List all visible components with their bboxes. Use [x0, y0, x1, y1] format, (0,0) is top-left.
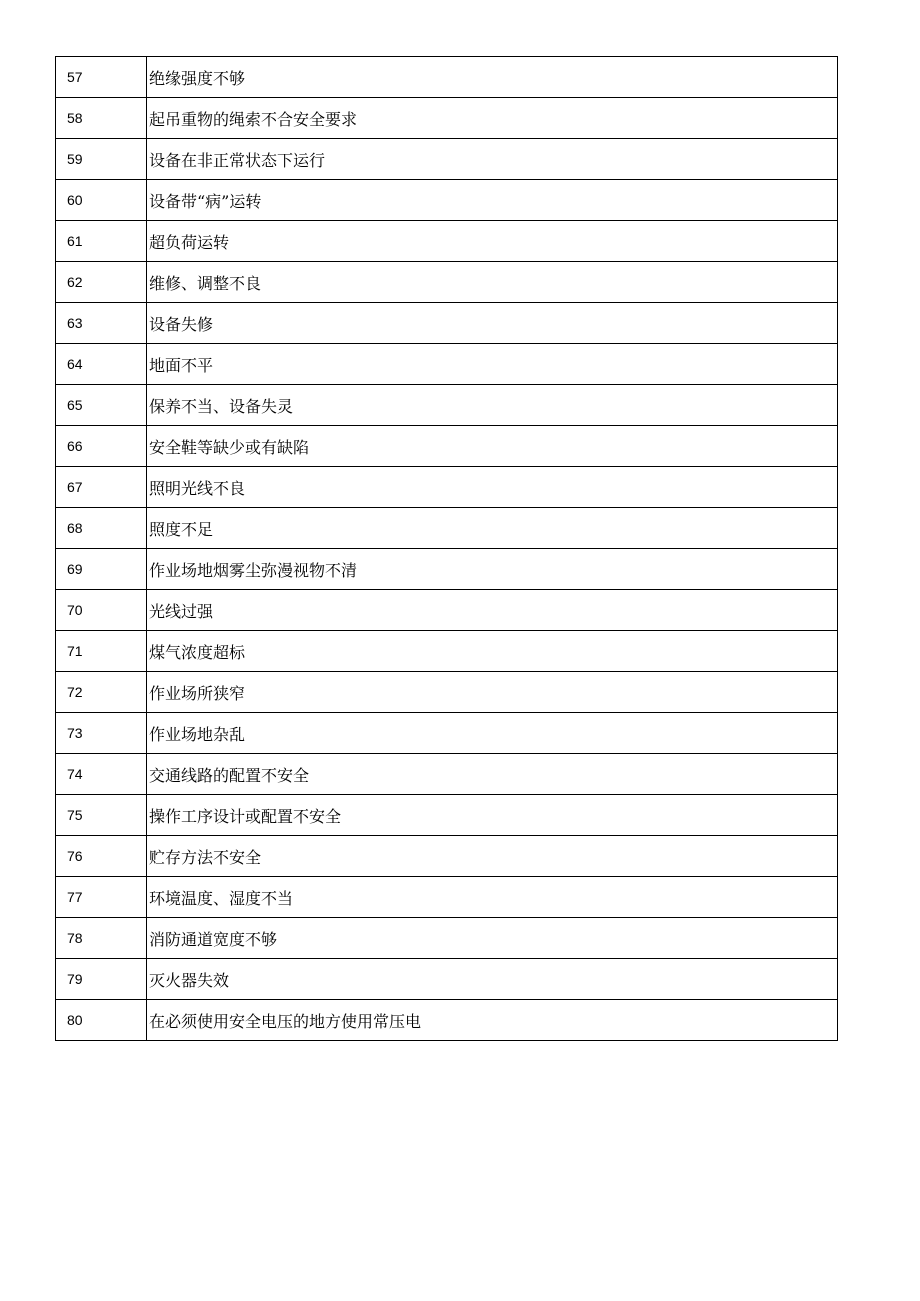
row-description: 照明光线不良: [147, 467, 838, 508]
row-number: 71: [56, 631, 147, 672]
row-description: 超负荷运转: [147, 221, 838, 262]
row-description: 贮存方法不安全: [147, 836, 838, 877]
row-number: 80: [56, 1000, 147, 1041]
table-row: [56, 139, 838, 180]
table-row: [56, 180, 838, 221]
row-description: 作业场地烟雾尘弥漫视物不清: [147, 549, 838, 590]
row-description: 维修、调整不良: [147, 262, 838, 303]
row-number: 63: [56, 303, 147, 344]
hazard-table: [55, 56, 838, 1041]
row-description: 煤气浓度超标: [147, 631, 838, 672]
table-row: [56, 549, 838, 590]
table-row: [56, 221, 838, 262]
table-row: [56, 918, 838, 959]
table-row: [56, 1000, 838, 1041]
table-row: [56, 262, 838, 303]
table-row: [56, 426, 838, 467]
table-row: [56, 713, 838, 754]
row-number: 58: [56, 98, 147, 139]
row-description: 安全鞋等缺少或有缺陷: [147, 426, 838, 467]
table-row: [56, 385, 838, 426]
row-description: 作业场所狭窄: [147, 672, 838, 713]
row-description: 光线过强: [147, 590, 838, 631]
row-description: 消防通道宽度不够: [147, 918, 838, 959]
row-number: 72: [56, 672, 147, 713]
row-number: 70: [56, 590, 147, 631]
row-number: 69: [56, 549, 147, 590]
row-description: 设备带“病”运转: [147, 180, 838, 221]
table-row: [56, 344, 838, 385]
table-row: [56, 795, 838, 836]
row-number: 61: [56, 221, 147, 262]
row-description: 环境温度、湿度不当: [147, 877, 838, 918]
row-description: 操作工序设计或配置不安全: [147, 795, 838, 836]
row-description: 起吊重物的绳索不合安全要求: [147, 98, 838, 139]
row-number: 75: [56, 795, 147, 836]
row-description: 交通线路的配置不安全: [147, 754, 838, 795]
table-row: [56, 57, 838, 98]
row-number: 74: [56, 754, 147, 795]
row-number: 66: [56, 426, 147, 467]
row-number: 64: [56, 344, 147, 385]
row-number: 59: [56, 139, 147, 180]
table-row: [56, 631, 838, 672]
table-row: [56, 467, 838, 508]
row-number: 60: [56, 180, 147, 221]
table-row: [56, 836, 838, 877]
row-number: 76: [56, 836, 147, 877]
row-description: 保养不当、设备失灵: [147, 385, 838, 426]
row-description: 绝缘强度不够: [147, 57, 838, 98]
table-row: [56, 672, 838, 713]
row-number: 68: [56, 508, 147, 549]
row-description: 设备在非正常状态下运行: [147, 139, 838, 180]
row-description: 地面不平: [147, 344, 838, 385]
hazard-table-body: [56, 57, 838, 1041]
row-description: 作业场地杂乱: [147, 713, 838, 754]
table-row: [56, 508, 838, 549]
table-row: [56, 959, 838, 1000]
row-number: 62: [56, 262, 147, 303]
table-row: [56, 754, 838, 795]
row-number: 57: [56, 57, 147, 98]
row-description: 设备失修: [147, 303, 838, 344]
row-number: 77: [56, 877, 147, 918]
row-number: 78: [56, 918, 147, 959]
table-row: [56, 877, 838, 918]
row-number: 67: [56, 467, 147, 508]
row-description: 灭火器失效: [147, 959, 838, 1000]
row-number: 79: [56, 959, 147, 1000]
row-number: 73: [56, 713, 147, 754]
row-number: 65: [56, 385, 147, 426]
row-description: 照度不足: [147, 508, 838, 549]
table-row: [56, 590, 838, 631]
table-row: [56, 98, 838, 139]
table-row: [56, 303, 838, 344]
row-description: 在必须使用安全电压的地方使用常压电: [147, 1000, 838, 1041]
